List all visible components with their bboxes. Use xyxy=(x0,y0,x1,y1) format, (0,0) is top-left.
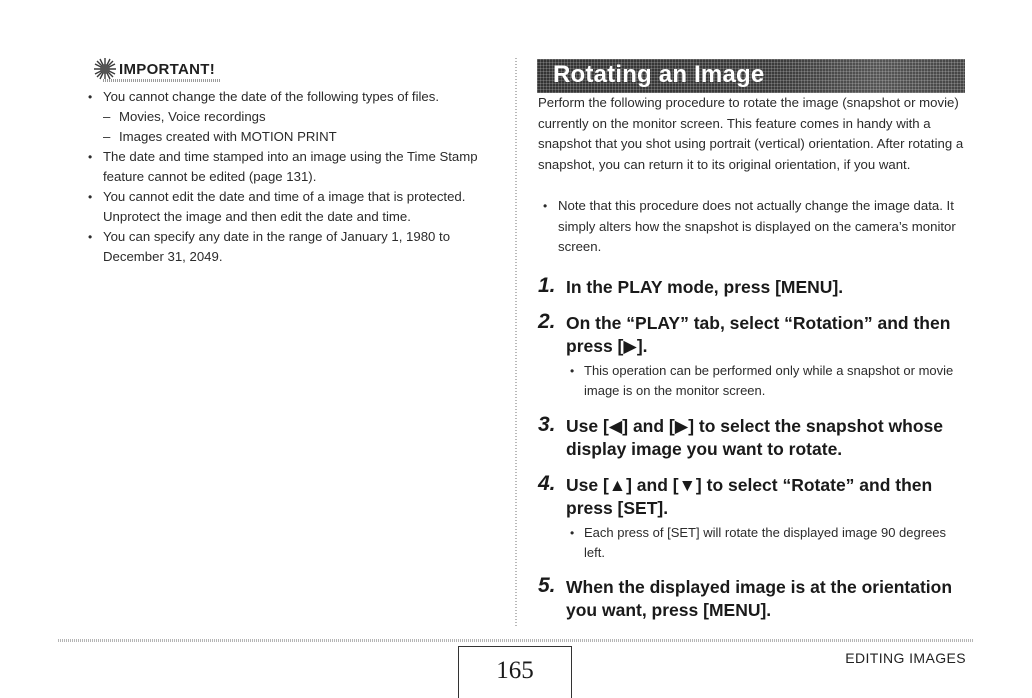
column-divider xyxy=(515,58,517,626)
step-number: 5. xyxy=(538,574,556,597)
important-title: IMPORTANT! xyxy=(119,61,216,78)
list-item: • You cannot change the date of the following types of files. xyxy=(83,87,503,107)
list-item: • You can specify any date in the range of January 1, 1980 to December 31, 2049. xyxy=(83,227,503,267)
section-title: Rotating an Image xyxy=(553,61,765,88)
page-number-box xyxy=(458,646,572,698)
step-text: On the “PLAY” tab, select “Rotation” and then press [▶]. xyxy=(566,313,951,356)
sub-list-item: – Images created with MOTION PRINT xyxy=(83,127,503,147)
starburst-icon xyxy=(93,57,117,81)
footer-rule xyxy=(58,639,973,642)
step-note: • This operation can be performed only while a snapshot or movie image is on the monitor screen. xyxy=(566,361,968,401)
important-list xyxy=(83,87,503,267)
step-text: In the PLAY mode, press [MENU]. xyxy=(566,277,844,297)
step-text: Use [◀] and [▶] to select the snapshot whose display image you want to rotate. xyxy=(566,416,943,459)
intro-paragraph: Perform the following procedure to rotate the image (snapshot or movie) currently on the monitor screen. This feature comes in handy with a snapshot that you shot using portrait (vertical) orientation. After rotating a snapshot, you can return it to its original orientation, if you want. xyxy=(538,95,964,172)
step-number: 3. xyxy=(538,413,556,436)
step-note: • Each press of [SET] will rotate the displayed image 90 degrees left. xyxy=(566,523,968,563)
step-1 xyxy=(538,276,968,299)
section-label: EDITING IMAGES xyxy=(845,650,966,666)
step-2 xyxy=(538,312,968,401)
step-text: When the displayed image is at the orientation you want, press [MENU]. xyxy=(566,577,953,620)
sub-list-item: – Movies, Voice recordings xyxy=(83,107,503,127)
important-header xyxy=(93,57,233,87)
list-item: • You cannot edit the date and time of a image that is protected. Unprotect the image and then edit the date and time. xyxy=(83,187,503,227)
list-item: • The date and time stamped into an image using the Time Stamp feature cannot be edited (page 131). xyxy=(83,147,503,187)
step-text: Use [▲] and [▼] to select “Rotate” and then press [SET]. xyxy=(566,475,933,518)
step-number: 2. xyxy=(538,310,556,333)
intro-note: • Note that this procedure does not actually change the image data. It simply alters how the snapshot is displayed on the camera’s monitor screen. xyxy=(538,196,988,258)
page-number: 165 xyxy=(496,657,534,684)
section-title-bar xyxy=(537,59,965,93)
step-number: 4. xyxy=(538,472,556,495)
step-3 xyxy=(538,415,968,461)
step-4 xyxy=(538,474,968,563)
step-5 xyxy=(538,576,968,622)
step-number: 1. xyxy=(538,274,556,297)
important-underline xyxy=(103,79,221,82)
